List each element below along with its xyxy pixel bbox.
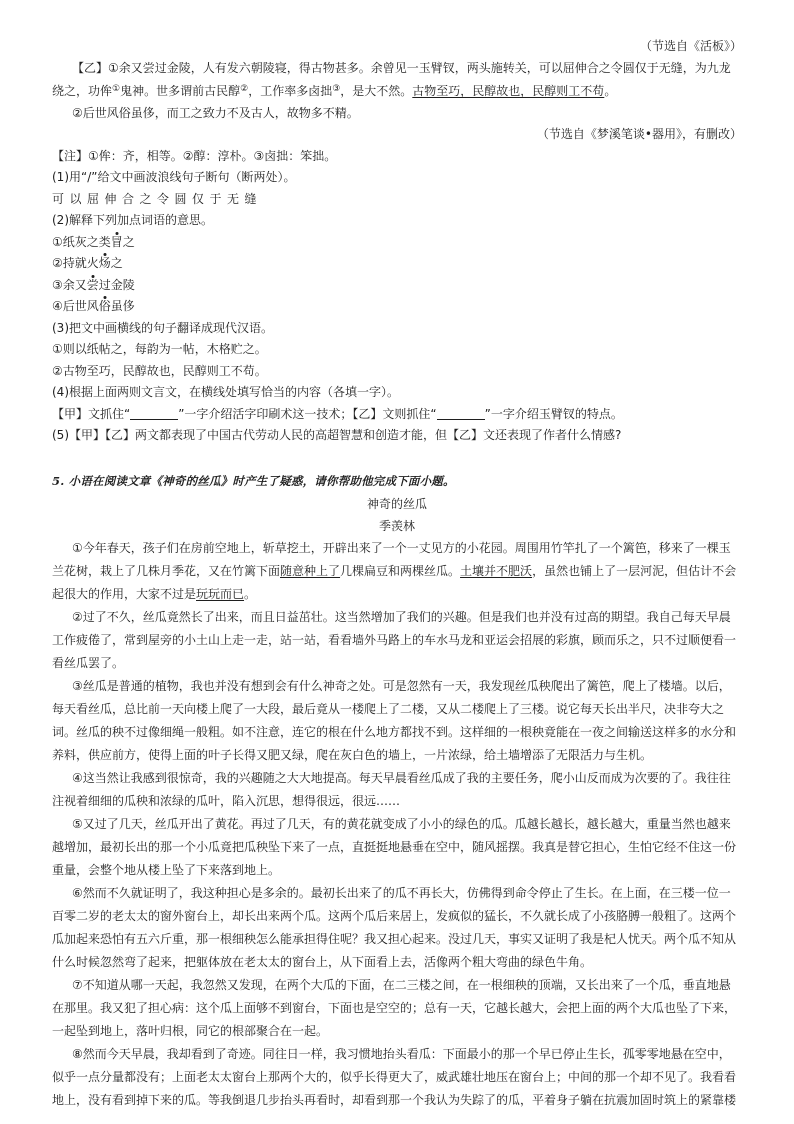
essay-body	[52, 537, 742, 1112]
answer-blank-2[interactable]	[437, 407, 485, 420]
essay-paragraph-2: ②过了不久，丝瓜竟然长了出来，而且日益茁壮。这当然增加了我们的兴趣。但是我们也并没有过高的期望。我自己每天早晨工作疲倦了，常到屋旁的小土山上走一走，站一站，看看墙外马路上的车水马龙和亚运会招展的彩旗，顾而乐之，只不过顺便看一看丝瓜罢了。	[52, 610, 737, 670]
q2-item-4-dotted-word: 俗	[98, 299, 111, 313]
p1-text-a: ①今年春天，孩子们在房前空地上，斩草挖土，开辟出来了一个一丈见方的小花园。周围用竹竿扎了一个篱笆，移来了一棵玉兰花树，栽上了几株月季花，又在竹篱下面	[52, 541, 731, 578]
question-2-item-4	[52, 296, 742, 318]
question-2-item-2	[52, 253, 742, 275]
essay-paragraph-6: ⑥然而不久就证明了，我这种担心是多余的。最初长出来了的瓜不再长大，仿佛得到命令停止了生长。在上面，在三楼一位一百零二岁的老太太的窗外窗台上，却长出来两个瓜。这两个瓜后来居上，发疯似的猛长，不久就长成了小孩胳膊一般粗了。这两个瓜加起来恐怕有五六斤重，那一根细秧怎么能承担得住呢？我又担心起来。没过几天，事实又证明了我是杞人忧天。两个瓜不知从什么时候忽然弯了起来，把躯体放在老太太的窗台上，从下面看上去，活像两个粗大弯曲的绿色牛角。	[52, 886, 737, 969]
question-4: (4)根据上面两则文言文，在横线处填写恰当的内容（各填一字）。	[52, 385, 400, 399]
question-2-item-3	[52, 275, 742, 297]
q4-text-b: ”一字介绍活字印刷术这一技术；【乙】文则抓住“	[178, 406, 437, 421]
footnote-mark-2: ②	[240, 84, 249, 94]
q2-item-4-post: 虽侈	[110, 299, 135, 313]
question-3: (3)把文中画横线的句子翻译成现代汉语。	[52, 320, 273, 335]
yi-p1-end: 。	[604, 84, 617, 98]
q2-item-2-post: 之	[110, 256, 123, 270]
q2-item-4-pre: ④后世风	[52, 299, 99, 313]
question-1: (1)用“/”给文中画波浪线句子断句（断两处）。	[52, 170, 296, 184]
essay-paragraph-4: ④这当然让我感到很惊奇，我的兴趣随之大大地提高。每天早晨看丝瓜成了我的主要任务，爬小山反而成为次要的了。我往往注视着细细的瓜秧和浓绿的瓜叶，陷入沉思，想得很远，很远……	[52, 771, 731, 808]
p1-underline-1: 随意种上了	[280, 564, 341, 578]
essay-paragraph-7: ⑦不知道从哪一天起，我忽然又发现，在两个大瓜的下面，在二三楼之间，在一根细秧的顶端，又长出来了一个瓜，垂直地悬在那里。我又犯了担心病：这个瓜上面够不到窗台，下面也是空空的；总有一天，它越长越大，会把上面的两个大瓜也坠了下来，一起坠到地上，落叶归根，同它的根部聚合在一起。	[52, 978, 737, 1038]
essay-title: 神奇的丝瓜	[366, 497, 427, 511]
essay-paragraph-3: ③丝瓜是普通的植物，我也并没有想到会有什么神奇之处。可是忽然有一天，我发现丝瓜秧爬出了篱笆，爬上了楼墙。以后，每天看丝瓜，总比前一天向楼上爬了一大段，最后竟从一楼爬上了二楼，又从二楼爬上了三楼。说它每天长出半尺，决非夸大之词。丝瓜的秧不过像细绳一般粗。如不注意，连它的根在什么地方都找不到。这样细的一根秧竟能在一夜之间输送这样多的水分和养料，供应前方，使得上面的叶子长得又肥又绿，爬在灰白色的墙上，一片浓绿，给土墙增添了无限活力与生机。	[52, 679, 737, 762]
q2-item-3-post: 过金陵	[98, 277, 135, 292]
question-2: (2)解释下列加点词语的意思。	[52, 213, 213, 227]
p1-text-c: ，虽然也铺上了一层河泥，但估计不会起很大的作用，大家不过是	[52, 564, 737, 601]
yi-paragraph-2: ②后世风俗虽侈，而工之致力不及古人，故物多不精。	[72, 105, 359, 120]
p1-underline-3: 玩玩而已	[196, 587, 245, 601]
question-4-fill	[52, 404, 742, 426]
p1-underline-2: 土壤并不肥沃	[460, 564, 533, 578]
essay-paragraph-1	[52, 537, 742, 606]
p1-text-d: 。	[244, 587, 257, 601]
yi-p1-pre: 【乙】①余又尝过金陵，人有发六朝陵寝，得古物甚多。余曾见一玉臂钗，两头施转关，可以屈伸合之令圆仅于无缝，为九龙绕之，功侔	[52, 60, 731, 98]
yi-p1-mid2: ，工作率多卤拙	[248, 84, 333, 98]
footnote-mark-1: ①	[112, 84, 121, 94]
q2-item-2-pre: ②持就火	[52, 256, 99, 270]
q2-item-3-dotted-word: 尝	[86, 277, 99, 292]
footnote-mark-3: ③	[332, 84, 341, 94]
essay-paragraph-5: ⑤又过了几天，丝瓜开出了黄花。再过了几天，有的黄花就变成了小小的绿色的瓜。瓜越长越长，越长越大，重量当然也越来越增加，最初长出的那一个小瓜竟把瓜秧坠下来了一点，直挺挺地悬垂在空中，随风摇摆。我真是替它担心，生怕它经不住这一份重量，会整个地从楼上坠了下来落到地上。	[52, 817, 737, 877]
q2-item-2-dotted-word: 炀	[98, 256, 111, 270]
yi-underlined-sentence: 古物至巧，民醇故也，民醇则工不苟	[412, 84, 605, 98]
source-citation-huoban: （节选自《活板》）	[639, 39, 742, 53]
q2-item-1-pre: ①纸灰之类	[52, 234, 111, 249]
question-5: (5)【甲】【乙】两文都表现了中国古代劳动人民的高超智慧和创造才能，但【乙】文还表现了作者什么情感?	[52, 428, 622, 442]
q2-item-1-dotted-word: 冒	[110, 234, 123, 249]
question-1-sentence: 可以屈伸合之令圆仅于无缝	[52, 191, 263, 206]
q4-text-c: ”一字介绍玉臂钗的特点。	[484, 406, 623, 421]
yi-p1-mid3: ，是大不然。	[340, 84, 413, 98]
source-citation-mengxi: （节选自《梦溪笔谈•器用》，有删改）	[536, 127, 742, 141]
q2-item-1-post: 之	[122, 234, 135, 249]
yi-p1-mid1: 鬼神。世多谓前古民醇	[120, 84, 241, 98]
essay-paragraph-8: ⑧然而今天早晨，我却看到了奇迹。同往日一样，我习惯地抬头看瓜：下面最小的那一个早已停止生长，孤零零地悬在空中，似乎一点分量都没有；上面老太太窗台上那两个大的，似乎长得更大了，威武雄壮地压在窗台上；中间的那一个却不见了。我看看地上，没有看到掉下来的瓜。等我倒退几步抬头再看时，却看到那一个我认为失踪了的瓜，平着身子躺在抗震加固时筑上的紧靠楼	[52, 1047, 737, 1107]
question-2-item-1	[52, 232, 742, 254]
answer-blank-1[interactable]	[130, 407, 178, 420]
p1-text-b: 几棵扁豆和两棵丝瓜。	[340, 564, 461, 578]
section-5-heading: 5. 小语在阅读文章《神奇的丝瓜》时产生了疑惑，请你帮助他完成下面小题。	[52, 473, 455, 488]
annotation-note: 【注】①侔：齐，相等。②醇：淳朴。③卤拙：笨拙。	[52, 148, 337, 163]
q2-item-3-pre: ③余又	[52, 277, 87, 292]
yi-paragraph-1	[52, 58, 742, 103]
q4-text-a: 【甲】文抓住“	[52, 406, 131, 421]
question-3-item-1: ①则以纸帖之，每韵为一帖，木格贮之。	[52, 342, 267, 356]
essay-author: 季羡林	[378, 518, 415, 533]
question-3-item-2: ②古物至巧，民醇故也，民醇则工不苟。	[52, 363, 267, 378]
document-page	[52, 36, 742, 1112]
